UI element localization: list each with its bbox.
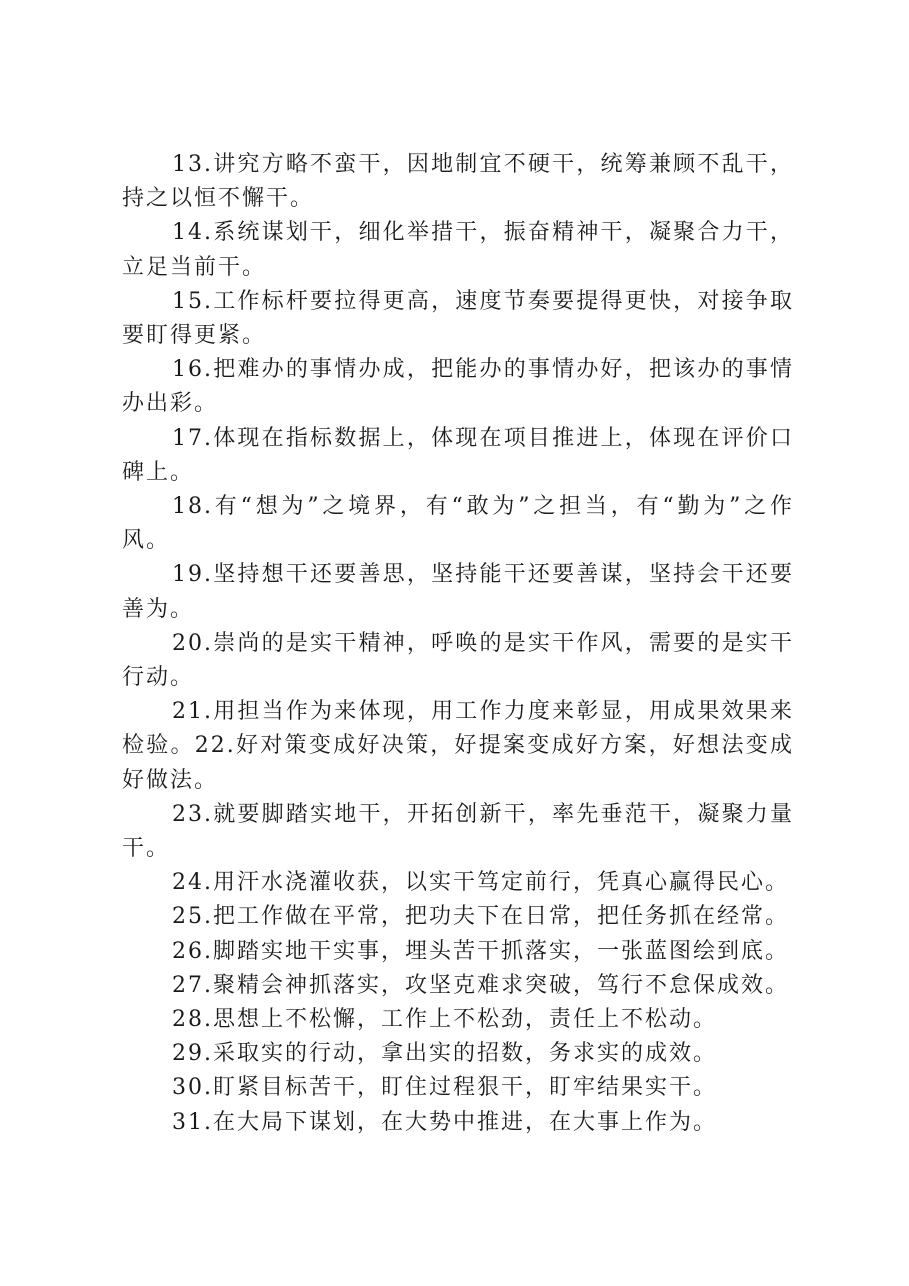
paragraph-30: 30.盯紧目标苦干，盯住过程狠干，盯牢结果实干。 — [172, 1075, 717, 1101]
paragraph-15: 15.工作标杆要拉得更高，速度节奏要提得更快，对接争取要盯得更紧。 — [122, 288, 794, 349]
paragraph-25: 25.把工作做在平常，把功夫下在日常，把任务抓在经常。 — [172, 904, 789, 930]
paragraph-13: 13.讲究方略不蛮干，因地制宜不硬干，统筹兼顾不乱干，持之以恒不懈干。 — [122, 152, 794, 212]
paragraph-17: 17.体现在指标数据上，体现在项目推进上，体现在评价口碑上。 — [122, 425, 794, 485]
paragraph-18: 18.有“想为”之境界，有“敢为”之担当，有“勤为”之作风。 — [122, 494, 794, 554]
paragraph-14: 14.系统谋划干，细化举措干，振奋精神干，凝聚合力干，立足当前干。 — [122, 220, 794, 280]
paragraph-29: 29.采取实的行动，拿出实的招数，务求实的成效。 — [172, 1041, 717, 1067]
paragraph-31: 31.在大局下谋划，在大势中推进，在大事上作为。 — [172, 1109, 717, 1135]
paragraph-23: 23.就要脚踏实地干，开拓创新干，率先垂范干，凝聚力量干。 — [122, 801, 794, 862]
paragraph-20: 20.崇尚的是实干精神，呼唤的是实干作风，需要的是实干行动。 — [122, 630, 794, 691]
paragraph-26: 26.脚踏实地干实事，埋头苦干抓落实，一张蓝图绘到底。 — [172, 938, 789, 964]
paragraph-16: 16.把难办的事情办成，把能办的事情办好，把该办的事情办出彩。 — [122, 357, 794, 417]
paragraph-24: 24.用汗水浇灌收获，以实干笃定前行，凭真心赢得民心。 — [172, 870, 789, 896]
paragraph-27: 27.聚精会神抓落实，攻坚克难求突破，笃行不怠保成效。 — [172, 972, 789, 998]
paragraph-21-22: 21.用担当作为来体现，用工作力度来彰显，用成果效果来检验。22.好对策变成好决策，好提案变成好方案，好想法变成好做法。 — [122, 699, 794, 793]
document-body — [122, 148, 794, 1140]
paragraph-19: 19.坚持想干还要善思，坚持能干还要善谋，坚持会干还要善为。 — [122, 562, 794, 622]
paragraph-28: 28.思想上不松懈，工作上不松劲，责任上不松动。 — [172, 1007, 717, 1033]
